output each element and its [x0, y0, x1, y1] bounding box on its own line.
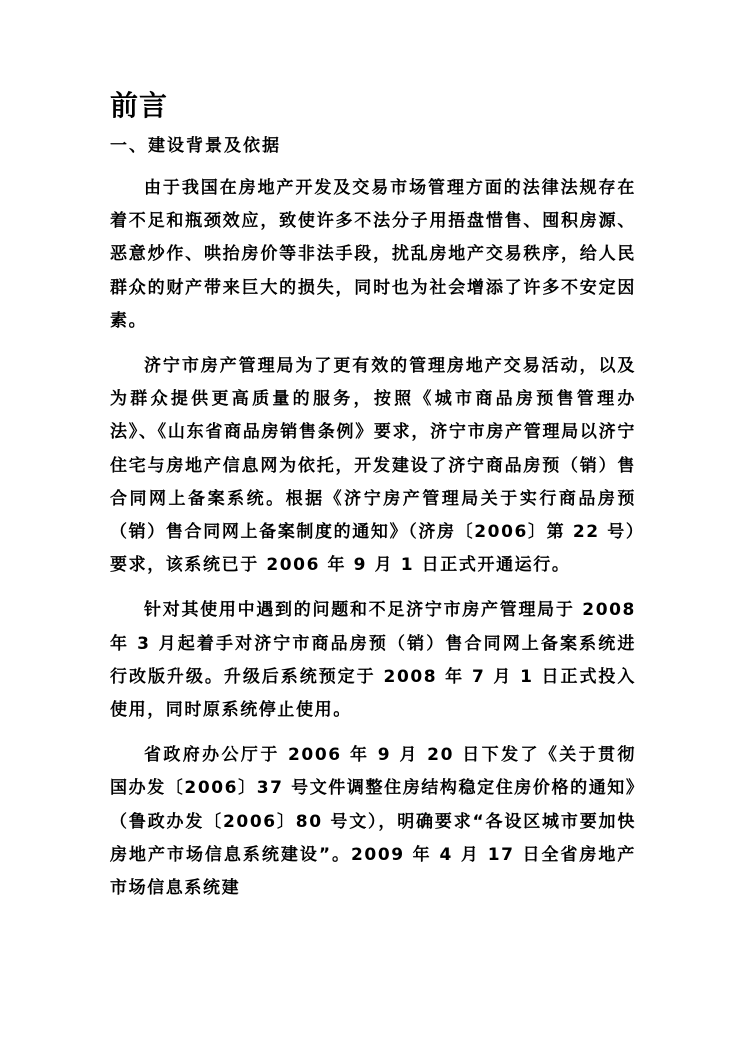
section-heading: 一、建设背景及依据 — [110, 136, 281, 156]
paragraph: 由于我国在房地产开发及交易市场管理方面的法律法规存在着不足和瓶颈效应，致使许多不法分子用捂盘惜售、囤积房源、恶意炒作、哄抬房价等非法手段，扰乱房地产交易秩序，给人民群众的财产带来巨大的损失，同时也为社会增添了许多不安定因素。 — [110, 178, 636, 331]
paragraph: 针对其使用中遇到的问题和不足济宁市房产管理局于 2008 年 3 月起着手对济宁市商品房预（销）售合同网上备案系统进行改版升级。升级后系统预定于 2008 年 7 月 1 日正式投入使用，同时原系统停止使用。 — [110, 600, 636, 721]
paragraph: 省政府办公厅于 2006 年 9 月 20 日下发了《关于贯彻国办发〔2006〕37 号文件调整住房结构稳定住房价格的通知》（鲁政办发〔2006〕80 号文），明确要求“各设区城市要加快房地产市场信息系统建设”。2009 年 4 月 17 日全省房地产市场信息系统建 — [110, 745, 636, 899]
page-title: 前言 — [110, 89, 169, 122]
body-text — [110, 172, 636, 917]
paragraph: 济宁市房产管理局为了更有效的管理房地产交易活动，以及为群众提供更高质量的服务，按照《城市商品房预售管理办法》、《山东省商品房销售条例》要求，济宁市房产管理局以济宁住宅与房地产信息网为依托，开发建设了济宁商品房预（销）售合同网上备案系统。根据《济宁房产管理局关于实行商品房预（销）售合同网上备案制度的通知》（济房〔2006〕第 22 号）要求，该系统已于 2006 年 9 月 1 日正式开通运行。 — [110, 356, 636, 576]
